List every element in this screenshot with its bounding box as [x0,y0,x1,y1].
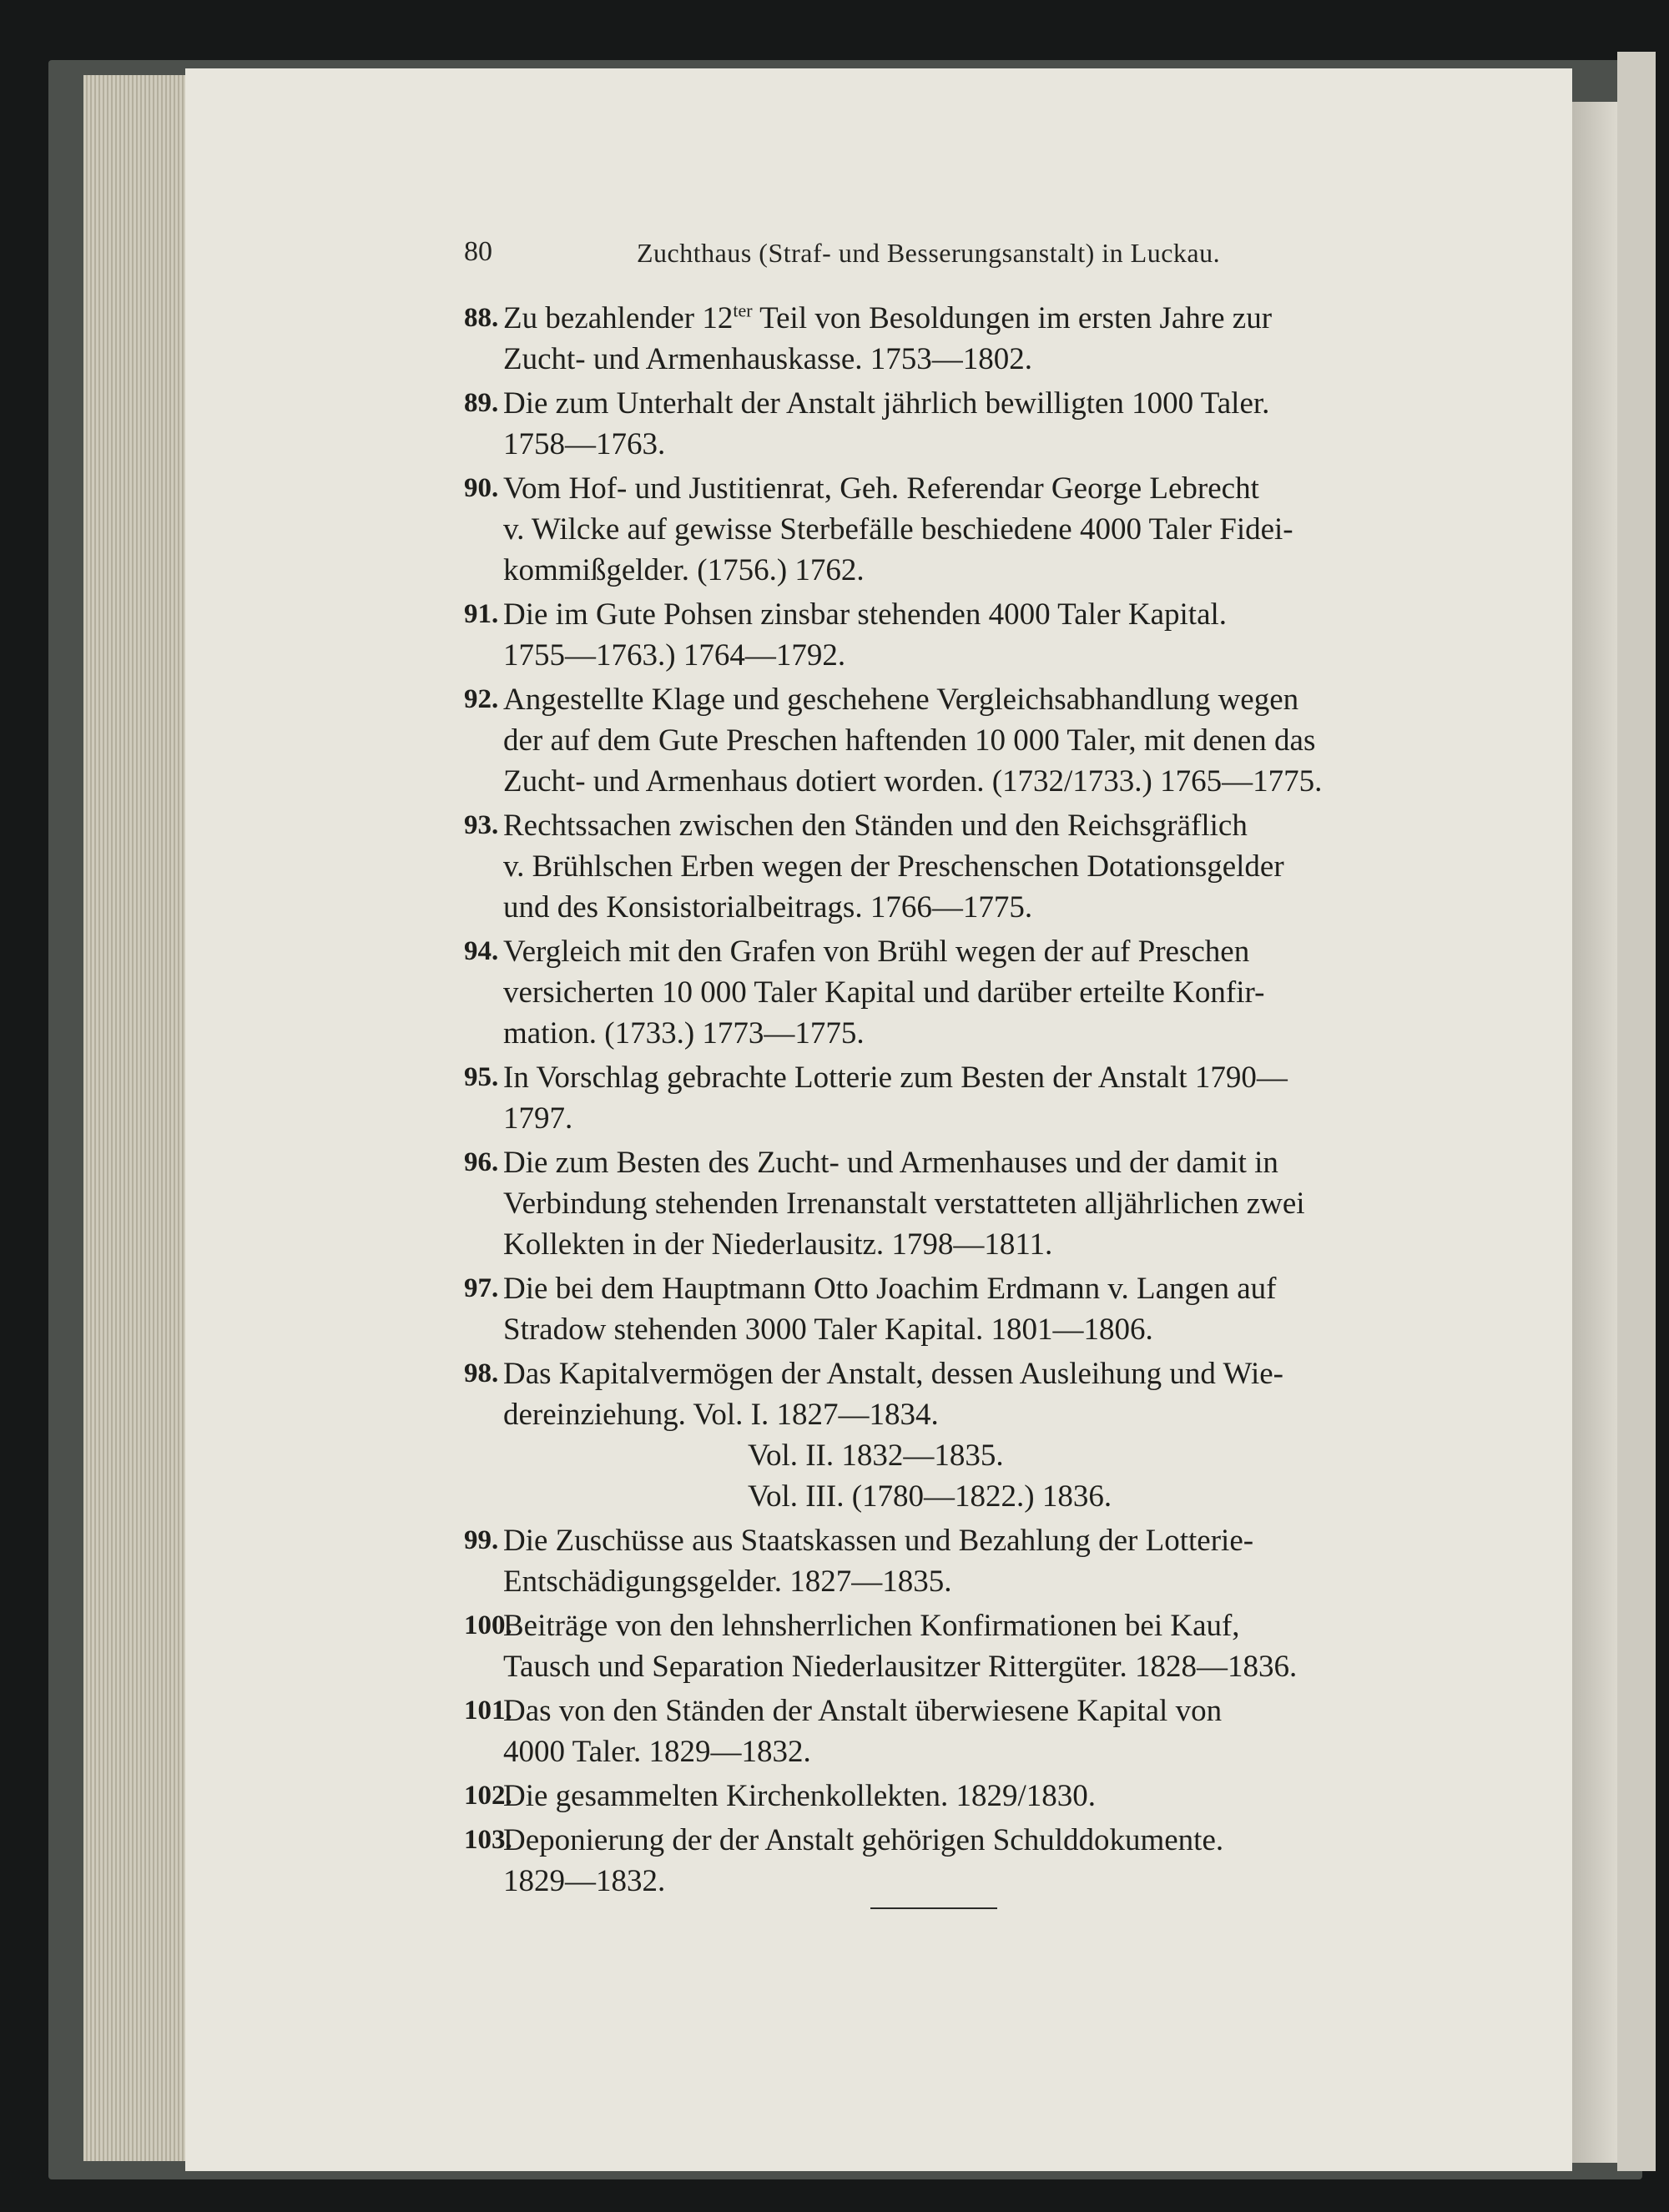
entry-text-line [503,298,1465,339]
entry-91 [464,594,1465,676]
entry-88 [464,298,1465,380]
entry-number: 102. [464,1781,512,1811]
entry-90 [464,468,1465,591]
entry-text-line: Die im Gute Pohsen zinsbar stehenden 4000 Taler Kapital. [503,597,1228,632]
entry-93 [464,805,1465,928]
entry-95 [464,1057,1465,1139]
entry-text-line: dereinziehung. Vol. I. 1827—1834. [503,1398,939,1432]
entry-text-line: Beiträge von den lehnsherrlichen Konfirmationen bei Kauf, [503,1609,1240,1643]
entry-text-line: Das von den Ständen der Anstalt überwiesene Kapital von [503,1694,1223,1728]
entry-text-line: Zucht- und Armenhaus dotiert worden. (1732/1733.) 1765—1775. [503,764,1323,799]
entry-text-line: versicherten 10 000 Taler Kapital und darüber erteilte Konfir- [503,975,1265,1010]
entry-102 [464,1776,1465,1816]
entry-text-line: Die zum Unterhalt der Anstalt jährlich bewilligten 1000 Taler. [503,386,1270,421]
entry-number: 98. [464,1358,499,1388]
entry-number: 99. [464,1525,499,1555]
entry-text-line: v. Brühlschen Erben wegen der Preschenschen Dotationsgelder [503,849,1284,884]
entry-number: 93. [464,810,499,840]
end-of-section-rule [870,1907,997,1909]
entry-text-line: und des Konsistorialbeitrags. 1766—1775. [503,890,1033,925]
entry-text-line: Rechtssachen zwischen den Ständen und den Reichsgräflich [503,809,1248,843]
entry-94 [464,931,1465,1054]
entry-text-line: Deponierung der der Anstalt gehörigen Schulddokumente. [503,1823,1224,1857]
ordinal-superscript: ter [733,300,753,321]
entry-92 [464,679,1465,802]
entry-number: 101. [464,1696,512,1726]
entry-number: 88. [464,303,499,333]
entry-text-line: Kollekten in der Niederlausitz. 1798—1811. [503,1227,1053,1262]
entry-text-line: Verbindung stehenden Irrenanstalt verstatteten alljährlichen zwei [503,1187,1305,1221]
page-gutter [1572,102,1617,2163]
entry-text-line: v. Wilcke auf gewisse Sterbefälle beschiedene 4000 Taler Fidei- [503,512,1293,547]
entry-97 [464,1268,1465,1350]
entry-number: 103. [464,1825,512,1855]
entry-99 [464,1520,1465,1602]
entry-text-line: Die Zuschüsse aus Staatskassen und Bezahlung der Lotterie- [503,1524,1254,1558]
entry-89 [464,383,1465,465]
entry-text-line: 4000 Taler. 1829—1832. [503,1735,811,1769]
entry-number: 96. [464,1147,499,1177]
page-block-edges [83,75,192,2161]
running-title: Zuchthaus (Straf- und Besserungsanstalt) in Luckau. [637,238,1221,268]
entry-text-line: 1797. [503,1101,573,1136]
entry-101 [464,1690,1465,1772]
entry-number: 94. [464,936,499,966]
entry-text-line: der auf dem Gute Preschen haftenden 10 000 Taler, mit denen das [503,723,1316,758]
entry-text-part: Teil von Besoldungen im ersten Jahre zur [752,301,1273,335]
entry-text-line: Entschädigungsgelder. 1827—1835. [503,1565,952,1599]
entry-text-line: Vom Hof- und Justitienrat, Geh. Referendar George Lebrecht [503,471,1259,506]
entry-text-line: Zucht- und Armenhauskasse. 1753—1802. [503,342,1033,376]
entry-text-line: Das Kapitalvermögen der Anstalt, dessen Ausleihung und Wie- [503,1357,1283,1391]
entry-text-part: Zu bezahlender 12 [503,301,734,335]
entry-text-line: 1758—1763. [503,427,666,461]
entry-103 [464,1820,1465,1902]
entry-text-line: Angestellte Klage und geschehene Vergleichsabhandlung wegen [503,683,1299,717]
volume-line: Vol. III. (1780—1822.) 1836. [748,1479,1112,1514]
entry-number: 95. [464,1062,499,1092]
entry-text-line: In Vorschlag gebrachte Lotterie zum Besten der Anstalt 1790— [503,1061,1288,1095]
entry-text-line: Die gesammelten Kirchenkollekten. 1829/1830. [503,1779,1097,1813]
entry-text-line: Die bei dem Hauptmann Otto Joachim Erdmann v. Langen auf [503,1272,1277,1306]
entry-list [464,298,1465,1905]
entry-number: 100. [464,1610,512,1640]
entry-text-line: kommißgelder. (1756.) 1762. [503,553,865,587]
entry-number: 97. [464,1273,499,1303]
entry-text-line: Tausch und Separation Niederlausitzer Rittergüter. 1828—1836. [503,1650,1298,1684]
page-number: 80 [464,236,492,267]
entry-96 [464,1142,1465,1265]
facing-page-edge [1617,52,1656,2171]
entry-text-line: 1755—1763.) 1764—1792. [503,638,846,673]
entry-number: 91. [464,599,499,629]
entry-text-line: Die zum Besten des Zucht- und Armenhauses und der damit in [503,1146,1278,1180]
volume-line: Vol. II. 1832—1835. [748,1439,1004,1473]
entry-number: 90. [464,473,499,503]
entry-text-line: Vergleich mit den Grafen von Brühl wegen der auf Preschen [503,935,1250,969]
entry-number: 92. [464,684,499,714]
entry-98 [464,1353,1465,1517]
entry-text-line: 1829—1832. [503,1864,666,1898]
entry-text-line: Stradow stehenden 3000 Taler Kapital. 1801—1806. [503,1313,1153,1347]
entry-text-line: mation. (1733.) 1773—1775. [503,1016,865,1051]
entry-100 [464,1605,1465,1687]
running-head [464,236,1465,286]
entry-number: 89. [464,388,499,418]
